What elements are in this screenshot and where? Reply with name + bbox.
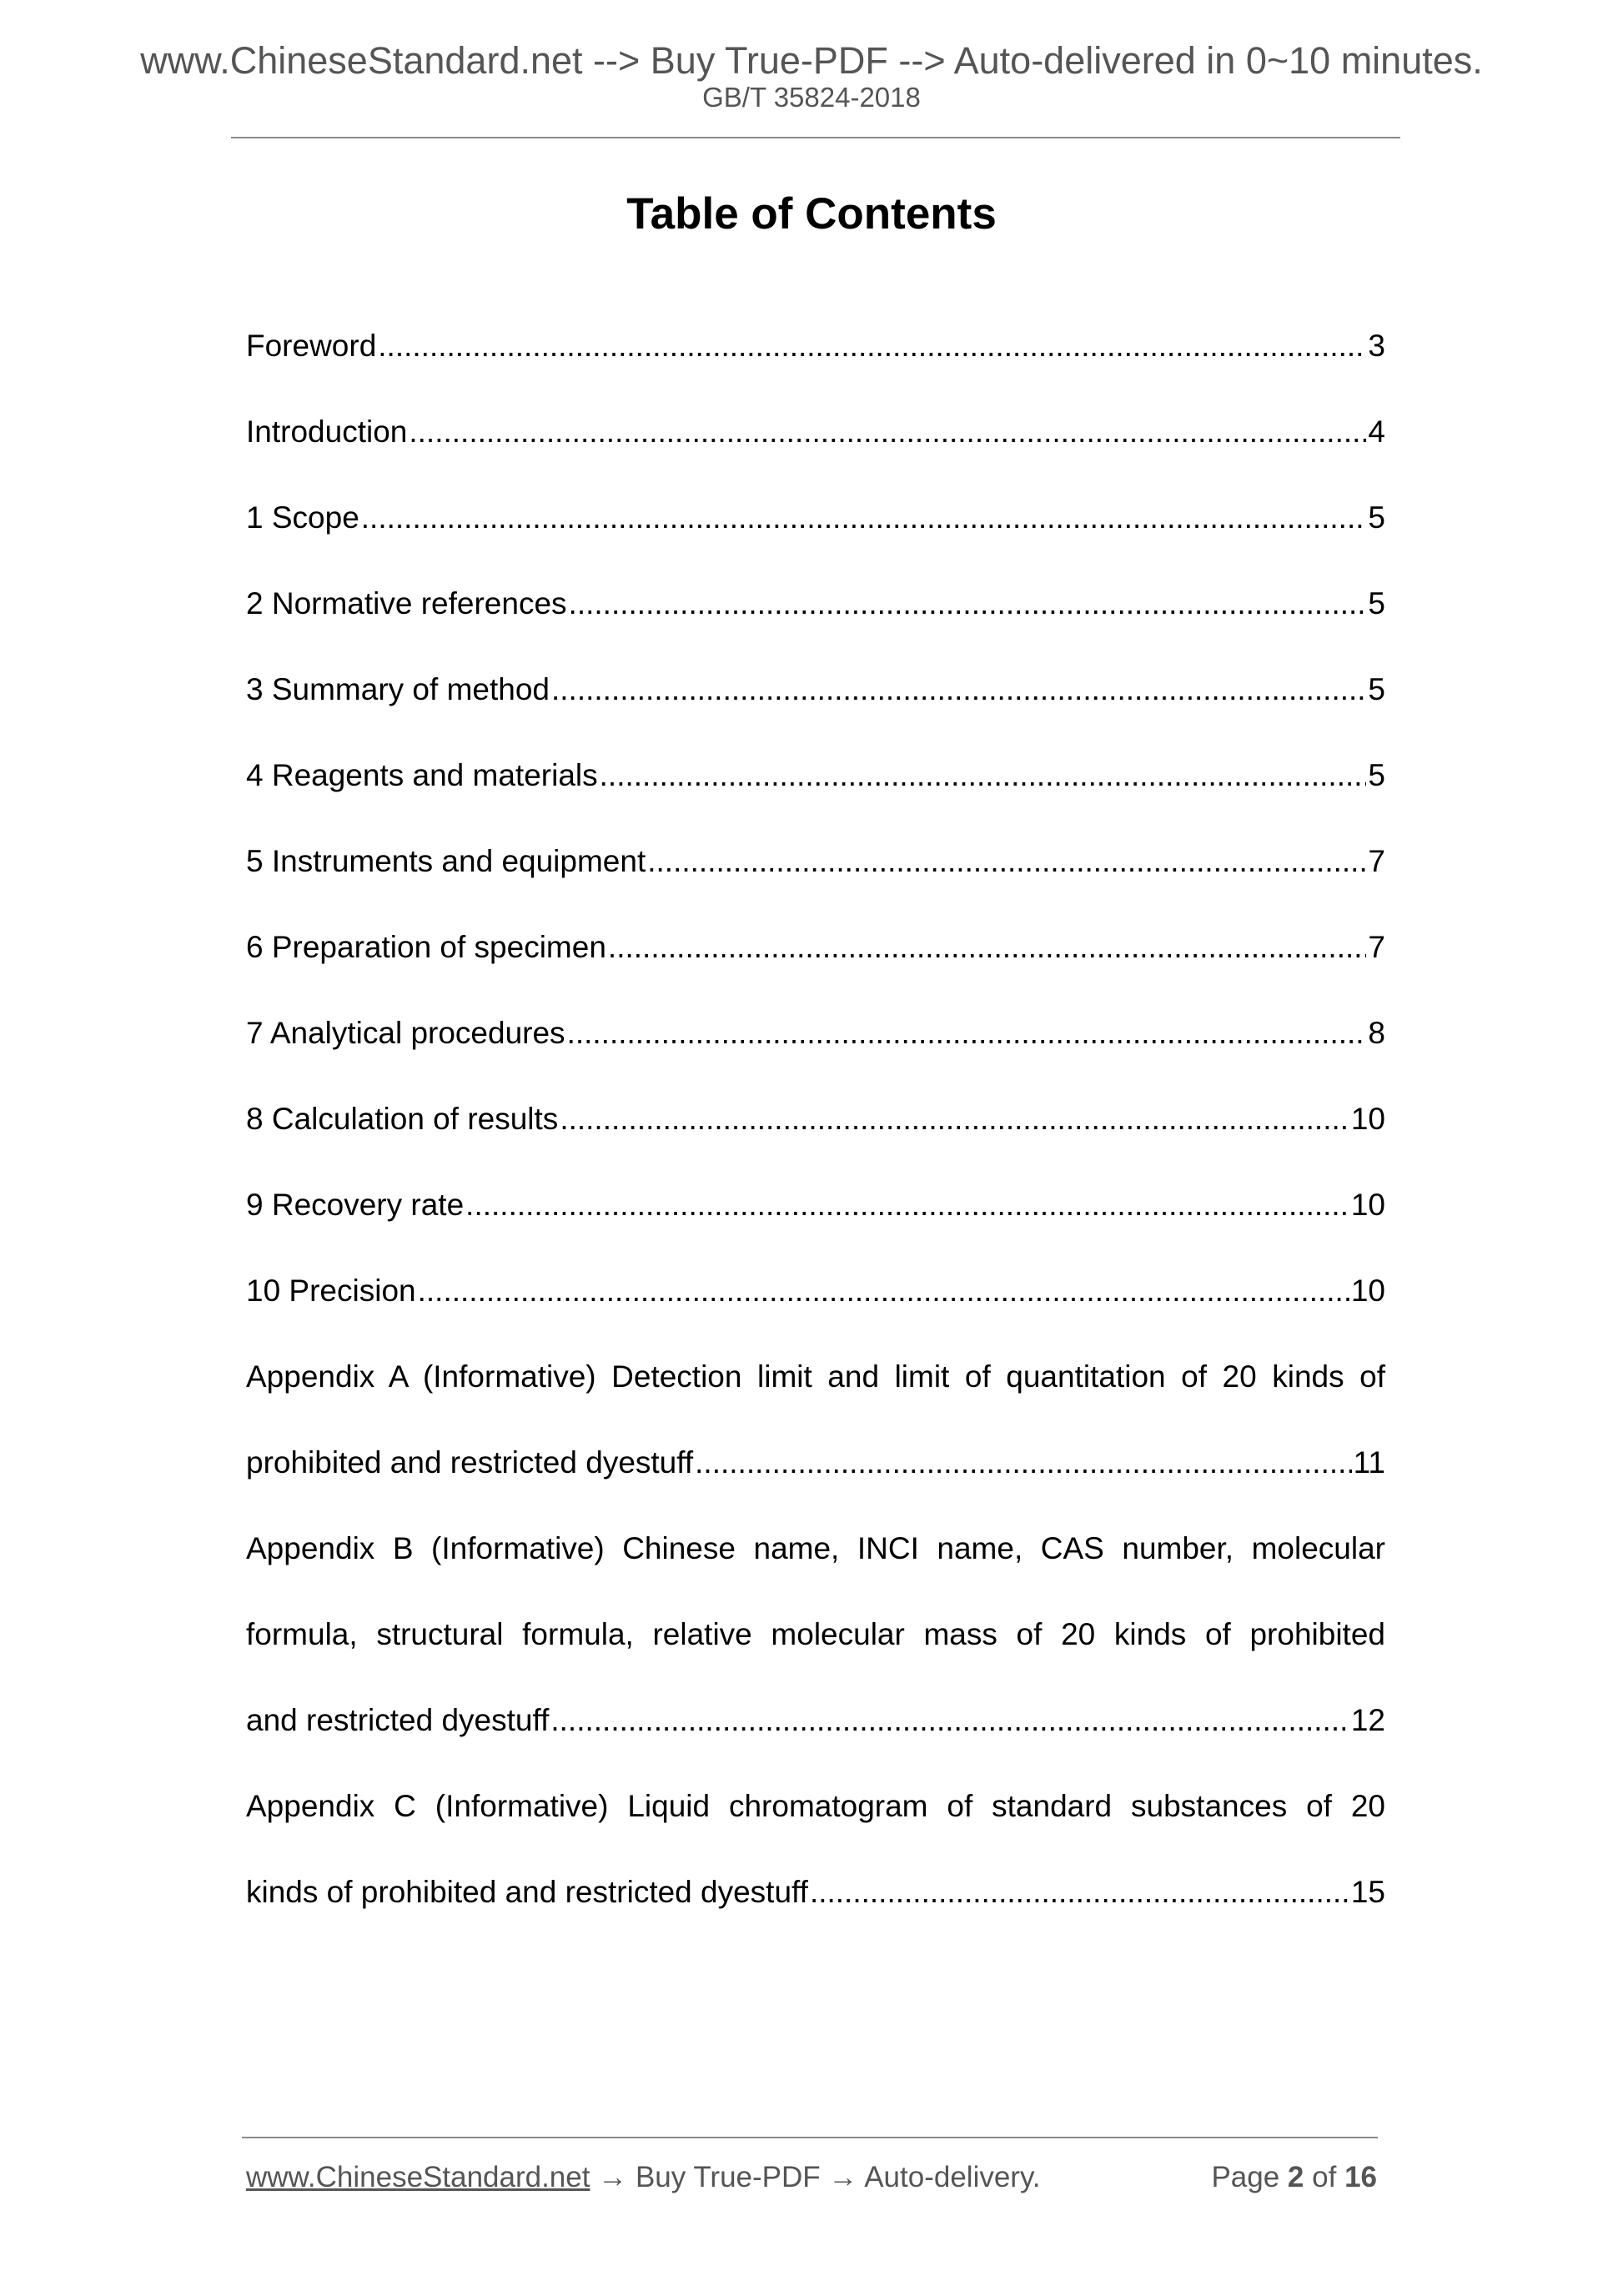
toc-item-page: 5 [1368,586,1385,620]
toc-item-page: 3 [1368,329,1385,363]
dot-leader [567,1011,1367,1056]
dot-leader [810,1870,1349,1915]
footer-divider [242,2137,1378,2138]
toc-item-summary-of-method[interactable] [246,667,1385,712]
footer-buy-text: Buy True-PDF [635,2161,821,2193]
toc-appendix-a-line-1[interactable]: Appendix A (Informative) Detection limit and limit of quantitation of 20 kinds of [246,1359,1385,1394]
dot-leader [608,925,1367,970]
toc-item-label: 9 Recovery rate [246,1188,465,1222]
toc-item-page: 10 [1350,1102,1385,1136]
toc-item-instruments-and-equipment[interactable] [246,839,1385,884]
toc-item-preparation-of-specimen[interactable] [246,925,1385,970]
toc-item-page: 7 [1368,844,1385,878]
page-number [1211,2156,1377,2199]
dot-leader [361,495,1367,540]
toc-item-page: 12 [1350,1703,1385,1737]
dot-leader [569,581,1367,626]
dot-leader [695,1440,1351,1485]
toc-item-page: 8 [1368,1016,1385,1050]
toc-item-label: 6 Preparation of specimen [246,930,606,964]
dot-leader [378,324,1366,369]
toc-item-precision[interactable] [246,1269,1385,1314]
dot-leader [551,667,1366,712]
toc-item-scope[interactable] [246,495,1385,540]
toc-item-page: 5 [1368,672,1385,706]
toc-item-page: 4 [1368,414,1385,449]
dot-leader [647,839,1366,884]
toc-item-reagents-and-materials[interactable] [246,753,1385,798]
toc-item-page: 10 [1350,1188,1385,1222]
page-word: Page [1211,2161,1280,2193]
toc-item-label: 5 Instruments and equipment [246,844,646,878]
toc-item-label: 2 Normative references [246,586,567,620]
dot-leader [418,1269,1349,1314]
toc-item-normative-references[interactable] [246,581,1385,626]
toc-item-analytical-procedures[interactable] [246,1011,1385,1056]
dot-leader [600,753,1367,798]
arrow-icon: → [598,2161,628,2193]
toc-item-label: 10 Precision [246,1274,416,1308]
toc-item-page: 15 [1350,1875,1385,1909]
top-banner: www.ChineseStandard.net --> Buy True-PDF --> Auto-delivered in 0~10 minutes. [140,39,1483,82]
toc-item-calculation-of-results[interactable] [246,1097,1385,1142]
page-total: 16 [1344,2161,1377,2193]
footer-site-link[interactable]: www.ChineseStandard.net [246,2161,590,2193]
toc-item-foreword[interactable] [246,324,1385,369]
toc-item-page: 10 [1350,1274,1385,1308]
standard-code: GB/T 35824-2018 [702,82,921,113]
toc-item-page: 5 [1368,500,1385,535]
toc-item-page: 11 [1353,1445,1385,1480]
arrow-icon: → [828,2161,858,2193]
dot-leader [409,409,1366,455]
toc-item-label: 7 Analytical procedures [246,1016,565,1050]
toc-item-label: Foreword [246,329,377,363]
toc-item-introduction[interactable] [246,409,1385,455]
toc-item-label: 8 Calculation of results [246,1102,559,1136]
toc-item-label: Introduction [246,414,408,449]
dot-leader [560,1097,1349,1142]
toc-item-label: 1 Scope [246,500,359,535]
of-word: of [1312,2161,1337,2193]
toc-item-page: 5 [1368,758,1385,792]
toc-appendix-b-line-2[interactable]: formula, structural formula, relative molecular mass of 20 kinds of prohibited [246,1617,1385,1651]
toc-appendix-b-line-1[interactable]: Appendix B (Informative) Chinese name, INCI name, CAS number, molecular [246,1531,1385,1565]
table-of-contents [246,0,1385,2296]
toc-appendix-a-line-2[interactable] [246,1440,1385,1485]
page-footer [246,2156,1377,2199]
toc-appendix-b-line-3[interactable] [246,1698,1385,1743]
toc-item-recovery-rate[interactable] [246,1183,1385,1228]
toc-item-page: 7 [1368,930,1385,964]
page-current: 2 [1287,2161,1304,2193]
toc-appendix-c-line-1[interactable]: Appendix C (Informative) Liquid chromatogram of standard substances of 20 [246,1789,1385,1823]
toc-item-label: 3 Summary of method [246,672,550,706]
toc-item-label: and restricted dyestuff [246,1703,550,1737]
dot-leader [465,1183,1349,1228]
footer-delivery-text: Auto-delivery. [864,2161,1041,2193]
toc-item-label: 4 Reagents and materials [246,758,598,792]
dot-leader [550,1698,1349,1743]
toc-item-label: prohibited and restricted dyestuff [246,1445,694,1480]
toc-item-label: kinds of prohibited and restricted dyestuff [246,1875,808,1909]
page-title: Table of Contents [626,189,997,239]
toc-appendix-c-line-2[interactable] [246,1870,1385,1915]
